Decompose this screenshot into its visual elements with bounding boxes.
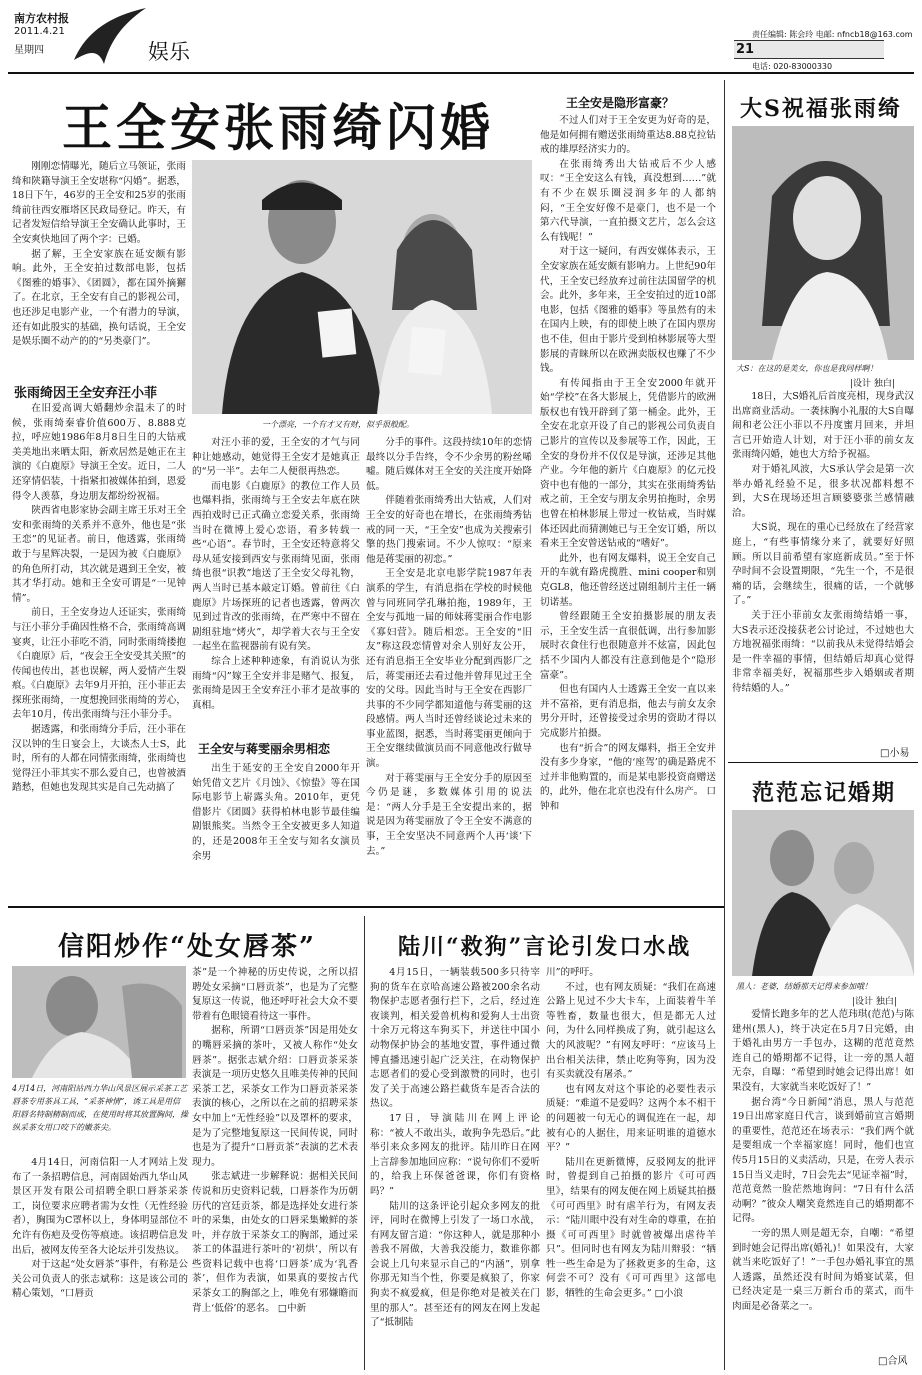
paragraph: 王全安是北京电影学院1987年表演系的学生，有消息指在学校的时候他曾与同班同学孔琳拍拖，1989年，王全安与孤地一届的师妹蒋雯丽合作电影《寡妇营》。随后相恋。王全安的“旧友”称这段恋情曾对余人别好友公开，还有消息指王全安毕业分配到西影厂之后，蒋雯丽还去看过他并曾拜见过王全安的父母。因此当时与王全安在西影厂共事的不少同学都知道他与蒋雯丽的这段感情。两人当时还曾经谈论过未来的事业蓝图，据悉，当时蒋雯丽更倾向于王全安继续做演员而不同意他改行做导演。: [366, 568, 532, 770]
couple-wedding-icon: [732, 810, 914, 976]
paragraph: 刚刚恋情曝光，随后立马领证，张雨绮和陕籍导演王全安堪称“闪婚”。据悉，18日下午，46岁的王全安和25岁的张雨绮前往西安雁塔区民政局登记。昨天，有记者发短信给导演王全安确认此事时，王全安爽快地回了两个字：已婚。: [12, 161, 186, 245]
paragraph: 张志斌进一步解释说：据相关民间传说和历史资料记载，口唇茶作为历朝历代的宫廷贡茶，都是选择处女进行茶叶的采集，由处女的口唇采集嫩鲜的茶叶，并存放于采茶女工的胸部，通过采茶工的体温进行茶叶的‘初烘’，所以有些资料记载中也将‘口唇茶’成为‘乳香茶’，但作为表演，如果真的要按古代采茶女工的胸部之上，唯免有邪嫌瞻而背上‘低俗’的恶名。 □中新: [192, 1171, 358, 1314]
main-col-1: [12, 402, 186, 796]
side-top-byline: □小易: [880, 748, 910, 759]
paragraph: 陕西省电影家协会副主席王乐对王全安和张雨绮的关系并不意外，他也是“张王恋”的见证者。前日，他透露，张雨绮敢于与星辉决裂，一是因为被《白鹿原》的角色所打动，其次就是遇到王全安，被其才华打动。她和王全安可谓是“一见钟情”。: [12, 505, 186, 604]
main-photo: [192, 160, 532, 414]
paragraph: 不过人们对于王全安更为好奇的是，他是如何拥有赠送张雨绮重达8.88克拉钻戒的雄厚经济实力的。: [540, 115, 716, 156]
paragraph: 陆川在更新微博，反驳网友的批评时，曾提到自己拍摄的影片《可可西里》，结果有的网友便在网上质疑其拍摄《可可西里》时有虐羊行为，有网友表示：“陆川眼中没有对生命的尊重，在拍摄《可可西里》时就曾被爆出虐待羊只”。但同时也有网友为陆川辩驳：“牺牲一些生命是为了拯救更多的生命，这何尝不可？没有《可可西里》这部电影，牺牲的生命会更多。” □小浪: [546, 1156, 716, 1300]
column-divider: [724, 80, 725, 1370]
paragraph: 对于婚礼风波，大S承认学会是第一次举办婚礼经验不足，很多状况都料想不到，大S在现场还坦言顾婆婆张兰感情融洽。: [732, 463, 914, 519]
paragraph: 综合上述种种迹象，有消说认为张雨绮“闪”嫁王全安并非是赌气、报复，张雨绮是因王全安弃汪小菲才是故事的真相。: [192, 655, 360, 711]
paragraph: 有传闻指由于王全安2000年就开始“学校”在各大影展上，凭借影片的欧洲版权也有钱开辟到了第一桶金。此外，王全安在北京开设了自己的影视公司负责自己影片的宣传以及参展等工作，因此，王全安的身份并不仅仅是导演，还涉足其他产业。今年他的新片《白鹿原》的亿元投资中也有他的一部分，其实在张雨绮秀钻戒之前，王全安与朋友余男拍拖时，余男也曾在柏林影展上带过一枚钻戒，当时媒体还因此而猜测她已与王全安订婚，所以看来王全安曾送钻戒的“嗜好”。: [540, 377, 716, 550]
paragraph: 对汪小菲的爱，王全安的才气与同种让她感动，她觉得王全安才是她真正的“另一半”。去年二人便很再热恋。: [192, 437, 360, 478]
paragraph: 4月15日，一辆装载500多只待宰狗的货车在京哈高速公路被200余名动物保护志愿者强行拦下，之后，经过连夜谈判，相关爱兽机构和爱狗人士出资十余万元将这车狗买下，并送往中国小动物保护协会的基地安置，事件通过微博直播迅速引起广泛关注，在动物保护志愿者们的爱心受到激赞的同时，也引发了关于高速公路拦截货车是否合法的热议。: [370, 967, 540, 1110]
subhead-2: 王全安与蒋雯丽余男相恋: [198, 742, 331, 756]
paragraph: 不过，也有网友质疑：“我们在高速公路上见过不少大卡车，上面装着牛羊等牲畜，数量也很大，但是都无人过问，为什么同样换成了狗，就引起这么大的风波呢？”有网友呼吁：“应该马上出台相关法律，禁止吃狗等狗，因为没有买卖就没有屠杀。”: [546, 981, 716, 1081]
paragraph: 据了解，王全安家族在延安颇有影响。此外，王全安拍过数部电影，包括《图雅的婚事》、《团圆》，都在国外摘獬了。在北京，王全安有自己的影视公司，也还涉足电影产业，一个有潜力的导演，还有如此殷实的基础，换句话说，王全安是娱乐圈不动产的的“另类豪门”。: [12, 248, 186, 348]
paragraph: 而电影《白鹿原》的教位工作人员也爆料指，张雨绮与王全安去年底在陕西拍戏时已正式确立恋爱关系，张雨绮当时在微博上爱心恋语，看多转载一些“心语”。春节时，王全安还特意将父母从延安接到西安与张雨绮见面，张雨绮也很“识教”地送了王全安父母礼物，两人当时已基本敲定订婚。曾前往《白鹿原》片场探班的记者也透露，曾两次见到过肯改的张雨绮，在严寒中不留在剧组驻地“烤火”，却学着大衣与王全安一起坐在监视器前有说有笑。: [192, 480, 360, 653]
bottom-mid-col-2: [546, 966, 716, 1302]
main-lead: [12, 160, 186, 350]
paragraph: 大S说，现在的重心已经放在了经营家庭上，“有些事情缘分来了，就要好好照顾。所以目前希望有家庭新成员。”至于怀孕时间不会设置期限，“先生一个，不是很痛的话，会继续生，很痛的话，一个就够了。”: [732, 522, 914, 607]
paragraph: 茶”是一个神秘的历史传说，之所以招聘处女采摘“口唇贡茶”，也是为了完整复原这一传说，他还呼吁社会大众不要带着有色眼镜看待这一事件。: [192, 967, 358, 1022]
paragraph: 但也有国内人士透露王全安一直以来并不富裕，更有消息指，他去与前女友余男分开时，还曾接受过余男的资助才得以完成影片拍摄。: [540, 684, 716, 739]
paragraph: 17日，导演陆川在网上评论称：“被人不敢出头，敢狗争先恐后。”此举引来众多网友的批评。陆川昨日在网上言辞参加地回应称：“说句你们不爱听的，给我上环保爸爸课，你们有资格吗？”: [370, 1112, 540, 1197]
bottom-mid-col-1: [370, 966, 540, 1331]
issue-weekday: 星期四: [14, 45, 44, 56]
main-col-2: [192, 436, 360, 713]
page-number-bar: [734, 40, 884, 59]
side-top-headline: 大S祝福张雨绮: [740, 96, 902, 122]
paragraph: 也有网友对这个事论的必要性表示质疑：“难道不是爱吗？这两个本不相干的问题被一句无心的调侃连在一起，却被有心的人据住，用来证明谁的道德水平？”: [546, 1083, 716, 1154]
main-col-3: [366, 436, 532, 859]
paragraph: 一旁的黑人则是超无奈，自嘲：“希望到时她会记得出席(婚礼)！如果没有，大家就当来吃饭好了！”一手包办婚礼事宜的黑人透露，虽然还没有时间为婚宴试菜，但已经决定是一桌三万新台币的菜式，而牛肉面是必备菜之一。: [732, 1227, 914, 1312]
side-bottom-headline: 范范忘记婚期: [752, 780, 897, 806]
bottom-left-col-2: [192, 966, 358, 1316]
side-top-credit: |设计 独白|: [850, 379, 895, 389]
side-rule: [728, 762, 918, 763]
box-title: 王全安是隐形富豪？: [566, 96, 675, 110]
side-bottom-caption: 黑人：老婆，结婚那天记得来参加哦！: [736, 982, 872, 991]
paragraph: 陆川的这条评论引起众多网友的批评，同时在微博上引发了一场口水战，有网友留言道：“你这种人，就是那种小善我不屑做，大善我没能力，数谁你都会说上几句来显示自己的“内涵”，别拿你那无知当个性，你要是疯狼了，你家狗卖不疯爱疯，但是你绝对是被关在门里的那人”。甚至还有的网友在网上发起了“抵制陆: [370, 1200, 540, 1329]
box-text: [540, 114, 716, 815]
tea-photo-caption: 4月14日，河南阳站西力华山风景区展示采茶工艺唇茶专用茶具工具，“采茶神情”，诱工具是用信阳唇名特制精制而成，在使用时将其放置胸间，操纵采茶女用口咬下的嫩茶尖。: [12, 1084, 188, 1132]
bottom-mid-headline: 陆川“救狗”言论引发口水战: [398, 934, 692, 960]
paragraph: 18日，大S婚礼后首度亮相，现身武汉出席商业活动。一袭抹胸小礼服的大S自曝闹和老公汪小菲以不丹度蜜月回来，并坦言已开始造人计划，对于汪小菲的前女友张雨绮闪婚，她也大方给予祝福。: [732, 391, 914, 461]
paragraph: 也有“折合”的网友爆料，指王全安并没有多少身家，“他的‘座驾’的确是路虎不过并非他购置的，而是某电影投资商赠送的，此外，他在北京也没有什么房产。 口钟和: [540, 742, 716, 812]
bottom-band-rule: [8, 906, 724, 908]
paragraph: 前日，王全安身边人还证实，张雨绮与汪小菲分手确因性格不合，张雨绮高调宴爽，让汪小菲吃不消，同时张雨绮搂抱《白鹿原》后，“夜会王全安受其关照”的传闻也传出，甚也误解，两人爱情产生裂痕。《白鹿原》去年9月开拍，汪小菲正去探班张雨绮，一度想挽回张雨绮的芳心，去年10月，传出张雨绮与汪小菲分手。: [12, 607, 186, 721]
tea-photo: [12, 966, 186, 1078]
paragraph: 此外，也有网友爆料，说王全安自己开的车就有路虎揽胜、mini cooper和别克GL8，他还曾经送过剧组制片主任一辆切诺基。: [540, 552, 716, 608]
paragraph: 据称，所谓“口唇贡茶”因是用处女的嘴唇采摘的茶叶，又被人称作“处女唇茶”。据张志斌介绍：口唇贡茶采茶表演是一项历史悠久且唯美传神的民间采茶工艺，采茶女工作为口唇贡茶采茶表演的核心，之所以在之前的招聘采茶女中加上“无性经验”以及罩杯的要求，是为了完整地复原这一民间传说，同时也是为了提升“口唇贡茶”表演的艺术表现力。: [192, 1025, 358, 1168]
paragraph: 关于汪小菲前女友张雨绮结婚一事，大S表示还没接获老公讨论过，不过她也大方地祝福张雨绮：“以前我从未觉得结婚会是一件幸福的事情，但结婚后却真心觉得非常幸福美好，祝福那些步入婚姻或者期待结婚的人。”: [732, 609, 914, 694]
side-bottom-byline: □合风: [878, 1356, 908, 1367]
page-number: 21: [736, 42, 755, 57]
main-headline: 王全安张雨绮闪婚: [62, 98, 494, 157]
paragraph: 川”的呼吁。: [546, 967, 599, 978]
side-top-caption: 大S：在这的是美女，你也是我同样啊！: [736, 364, 878, 373]
editor-info: 责任编辑: 陈会玲 电邮: nfncb18@163.com: [752, 30, 913, 39]
side-top-text: [732, 390, 914, 696]
bottom-left-col-1: [12, 1156, 188, 1302]
subhead-1: 张雨绮因王全安弃汪小菲: [14, 386, 158, 401]
bottom-divider: [364, 916, 365, 1370]
main-photo-caption: 一个漂亮，一个有才又有财，似乎很般配。: [262, 420, 414, 429]
paragraph: 4月14日，河南信阳一人才网站上发布了一条招聘信息，河南固始西九华山风景区开发有限公司招聘全职口唇茶采茶工，岗位要求应聘者需为女性（无性经验者），胸围为C罩杯以上，身体明显部位不允许有伤疤及受伤等痕迹。该招聘信息发出后，被网友传至各大论坛并引发热议。: [12, 1157, 188, 1256]
paragraph: 伴随着张雨绮秀出大钻戒，人们对王全安的好奇也在增长，在张雨绮秀钻戒的同一天，“王全安”也成为关搜索引擎的热门搜索词。不少人惊叹：“原来他是蒋雯丽的初恋。”: [366, 495, 532, 565]
main-col-2b: [192, 762, 360, 864]
phone-info: 电话: 020-83000330: [752, 62, 833, 71]
masthead-rule: [8, 72, 914, 74]
bottom-left-headline: 信阳炒作“处女唇茶”: [58, 932, 316, 962]
paragraph: 对于蒋雯丽与王全安分手的原因至今仍是谜，多数媒体引用的说法是：“两人分手是王全安提出来的，据说是因为蒋雯丽放了令王全安不满意的事，王全安坚决不同意两个人再‘谈’下去。”: [366, 772, 532, 857]
section-swoosh-icon: [70, 2, 150, 67]
side-bottom-credit: |设计 独白|: [852, 997, 897, 1007]
woman-portrait-icon: [732, 126, 914, 360]
issue-date: 2011.4.21: [14, 26, 65, 37]
side-bottom-photo: [732, 810, 914, 976]
couple-photo-icon: [192, 160, 532, 414]
masthead: [0, 0, 922, 72]
newspaper-name: 南方农村报: [14, 12, 69, 25]
paragraph: 对于这起“处女唇茶”事件，有称是公关公司负责人的张志斌称：这是该公司的精心策划，“口唇贡: [12, 1259, 188, 1300]
section-title: 娱乐: [148, 40, 190, 64]
paragraph: 分手的事件。这段持续10年的恋情最终以分手告终，令不少余男的粉丝唏嘘。随后媒体对王全安的关注度开始降低。: [366, 437, 532, 492]
paragraph: 在张雨绮秀出大钻戒后不少人感叹：“王全安这么有钱，真没想到……”就有不少在娱乐圈浸润多年的人都纳闷，“王全安好像不是豪门，也不是一个第六代导演，一直拍摄文艺片，怎么会这么有钱呢！”: [540, 158, 716, 243]
paragraph: 据透露，和张雨绮分手后，汪小菲在汉以钟的生日宴会上，大谈杰人士S，此时，所有的人都在同情张雨绮，张雨绮也觉得汪小菲其实不那么爱自己，也曾被酒踏愁，但她也发现其实是自己先动搞了: [12, 724, 186, 794]
paragraph: 爱情长跑多年的艺人范玮琪(范范)与陈建州(黑人)，终于决定在5月7日完婚，由于婚礼由男方一手包办，这糊的范范竟然连自己的婚期都不记得，让一旁的黑人超无奈，自曝：“希望到时她会记得出席！如果没有，大家就当来吃饭好了！”: [732, 1009, 914, 1093]
paragraph: 出生于延安的王全安自2000年开始凭借文艺片《月蚀》、《惊蛰》等在国际电影节上崭露头角。2010年，更凭借影片《团圆》获得柏林电影节最佳编剧银熊奖。当然令王全安被更多人知道的，还是2008年王全安与知名女演员余男: [192, 763, 360, 862]
paragraph: 在旧爱高调大婚翻炒余温未了的时候，张雨绮秦睿价值600万、8.888克拉，呼应她1986年8月8日生日的大钻戒美美地出来晒太阳，新欢居然是她正在主演的《白鹿原》导演王全安。近日，二人还穿情侣装，十指紧扣被媒体拍到，恩爱得令人羡慕，身边朋友都纷纷祝福。: [12, 403, 186, 502]
side-top-photo: [732, 126, 914, 360]
paragraph: 对于这一疑问，有西安媒体表示，王全安家族在延安颇有影响力。上世纪90年代，王全安已经放弃过前往法国留学的机会。此外，多年来，王全安拍过的近10部电影，包括《图雅的婚事》等虽然有的未在国内上映，有的即使上映了在国内票房也不佳，但由于影片受到柏林影展等大型影展的青睐所以在欧洲卖版权也赚了不少钱。: [540, 246, 716, 375]
side-bottom-text: [732, 1008, 914, 1314]
tea-picking-icon: [12, 966, 186, 1078]
paragraph: 据台湾“今日新闻”消息，黑人与范范19日出席家庭日代言，谈到婚前宣言婚期的重要性，范范还在场表示：“我们两个就是要组成一个幸福家庭！同时，他们也宣传5月15日的义卖活动，只是，在旁人表示15日当义走时，7日会先去“见证幸福”时，范范竟然一脸茫然地询问：“7日有什么活动啊？”彼众人嘲笑竟然连自己的婚期都不记得。: [732, 1096, 914, 1225]
paragraph: 曾经跟随王全安拍摄影展的朋友表示，王全安生活一直很低调，出行参加影展时衣食住行也很随意并不炫富，因此包括不少国内人都没有注意到他是个“隐形富豪”。: [540, 611, 716, 681]
